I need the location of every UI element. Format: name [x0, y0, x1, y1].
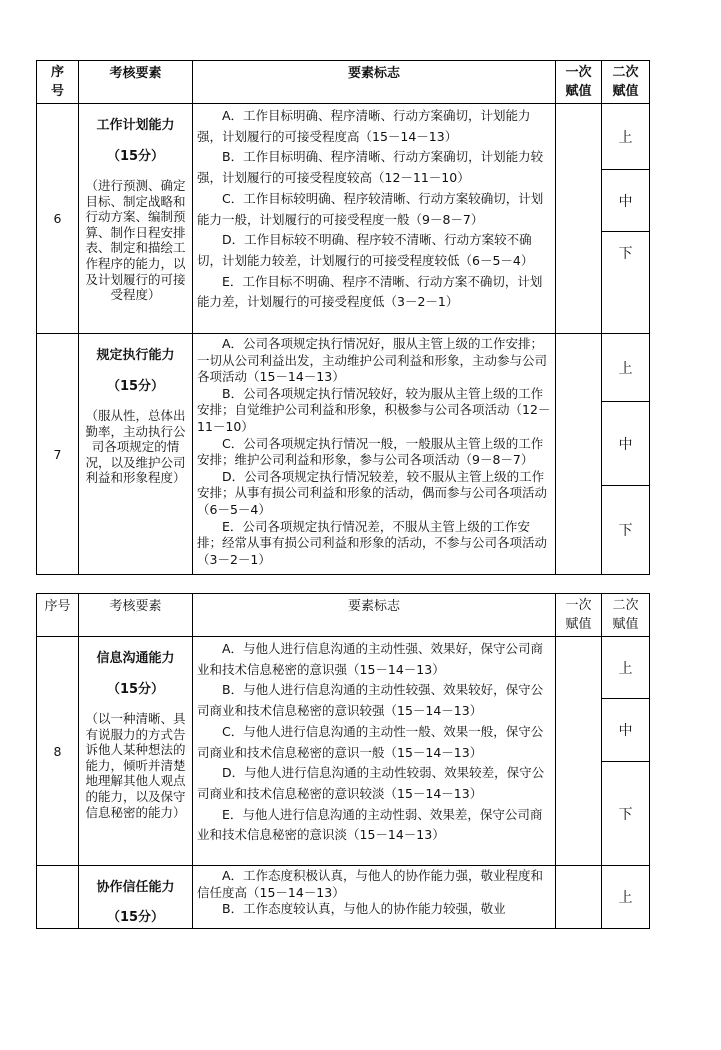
criteria-item: A．工作目标明确、程序清晰、行动方案确切，计划能力强，计划履行的可接受程度高（15－14－13）: [197, 108, 531, 144]
grade-middle[interactable]: 中: [602, 170, 650, 232]
element-title: 协作信任能力: [96, 880, 175, 895]
element-title: 工作计划能力: [96, 118, 175, 133]
element-title: 信息沟通能力: [96, 651, 175, 666]
grade-lower[interactable]: 下: [602, 232, 650, 334]
first-score-input[interactable]: [556, 334, 602, 575]
grade-lower[interactable]: 下: [602, 486, 650, 575]
header-element: 考核要素: [79, 594, 193, 637]
row-number: 8: [37, 637, 79, 866]
header-element: 考核要素: [79, 61, 193, 104]
grade-upper[interactable]: 上: [602, 637, 650, 699]
element-cell: [79, 104, 193, 334]
header-criteria: 要素标志: [193, 594, 556, 637]
element-description: （进行预测、确定目标、制定战略和行动方案、编制预算、制作日程安排表、制定和描绘工作程序的能力，以及计划履行的可接受程度）: [85, 178, 186, 303]
assessment-table-2: [36, 593, 650, 929]
criteria-item: E．公司各项规定执行情况差，不服从主管上级的工作安排；经常从事有损公司利益和形象的活动，不参与公司各项活动（3－2－1）: [197, 518, 548, 567]
element-score: （15分）: [106, 379, 165, 394]
criteria-item: B．工作态度较认真，与他人的协作能力较强，敬业: [222, 901, 506, 917]
grade-middle[interactable]: 中: [602, 699, 650, 762]
criteria-item: B．与他人进行信息沟通的主动性较强、效果较好，保守公司商业和技术信息秘密的意识较强（15－14－13）: [197, 682, 544, 719]
criteria-item: D．公司各项规定执行情况较差，较不服从主管上级的工作安排；从事有损公司利益和形象的活动，偶而参与公司各项活动（6－5－4）: [197, 468, 548, 517]
criteria-item: C．公司各项规定执行情况一般，一般服从主管上级的工作安排；维护公司利益和形象，参与公司各项活动（9－8－7）: [197, 435, 544, 468]
criteria-item: A．与他人进行信息沟通的主动性强、效果好，保守公司商业和技术信息秘密的意识强（15－14－13）: [197, 641, 544, 677]
criteria-cell: [193, 637, 556, 866]
criteria-item: C．工作目标较明确、程序较清晰、行动方案较确切，计划能力一般，计划履行的可接受程度一般（9－8－7）: [197, 190, 544, 227]
element-cell: [79, 866, 193, 929]
first-score-input[interactable]: [556, 104, 602, 334]
element-description: （以一种清晰、具有说服力的方式告诉他人某种想法的能力，倾听并清楚地理解其他人观点的能力，以及保守信息秘密的能力）: [85, 711, 186, 820]
grade-upper[interactable]: 上: [602, 104, 650, 170]
assessment-table-1: [36, 60, 650, 575]
criteria-cell: [193, 866, 556, 929]
criteria-item: E．与他人进行信息沟通的主动性弱、效果差，保守公司商业和技术信息秘密的意识淡（15－14－13）: [197, 806, 543, 843]
header-second-score: 二次 赋值: [602, 594, 650, 637]
grade-upper[interactable]: 上: [602, 334, 650, 402]
element-cell: [79, 637, 193, 866]
element-title: 规定执行能力: [96, 348, 175, 363]
criteria-item: D．工作目标较不明确、程序较不清晰、行动方案较不确切，计划能力较差，计划履行的可接受程度较低（6－5－4）: [197, 232, 534, 268]
element-cell: [79, 334, 193, 575]
grade-middle[interactable]: 中: [602, 402, 650, 486]
grade-lower[interactable]: 下: [602, 762, 650, 866]
first-score-input[interactable]: [556, 866, 602, 929]
header-no: 序号: [37, 594, 79, 637]
element-score: （15分）: [106, 910, 165, 925]
criteria-item: E．工作目标不明确、程序不清晰、行动方案不确切，计划能力差，计划履行的可接受程度低（3－2－1）: [197, 273, 543, 310]
row-number: 6: [37, 104, 79, 334]
header-first-score: 一次 赋值: [556, 61, 602, 104]
header-second-score: 二次 赋值: [602, 61, 650, 104]
criteria-item: A．工作态度积极认真，与他人的协作能力强，敬业程度和信任度高（15－14－13）: [197, 868, 544, 900]
first-score-input[interactable]: [556, 637, 602, 866]
element-score: （15分）: [106, 682, 165, 697]
header-first-score: 一次 赋值: [556, 594, 602, 637]
element-description: （服从性，总体出勤率，主动执行公司各项规定的情况，以及维护公司利益和形象程度）: [85, 408, 186, 486]
criteria-item: B．公司各项规定执行情况较好，较为服从主管上级的工作安排；自觉维护公司利益和形象，积极参与公司各项活动（12－11－10）: [197, 385, 551, 434]
header-no: 序 号: [37, 61, 79, 104]
criteria-item: C．与他人进行信息沟通的主动性一般、效果一般，保守公司商业和技术信息秘密的意识一般（15－14－13）: [197, 723, 544, 760]
row-number: 7: [37, 334, 79, 575]
criteria-item: B．工作目标明确、程序清晰、行动方案确切，计划能力较强，计划履行的可接受程度较高（12－11－10）: [197, 149, 544, 186]
element-score: （15分）: [106, 149, 165, 164]
criteria-item: D．与他人进行信息沟通的主动性较弱、效果较差，保守公司商业和技术信息秘密的意识较淡（15－14－13）: [197, 765, 545, 801]
criteria-cell: [193, 104, 556, 334]
criteria-cell: [193, 334, 556, 575]
header-criteria: 要素标志: [193, 61, 556, 104]
criteria-item: A．公司各项规定执行情况好，服从主管上级的工作安排；一切从公司利益出发，主动维护公司利益和形象，主动参与公司各项活动（15－14－13）: [197, 336, 548, 385]
grade-upper[interactable]: 上: [602, 866, 650, 929]
row-number: [37, 866, 79, 929]
